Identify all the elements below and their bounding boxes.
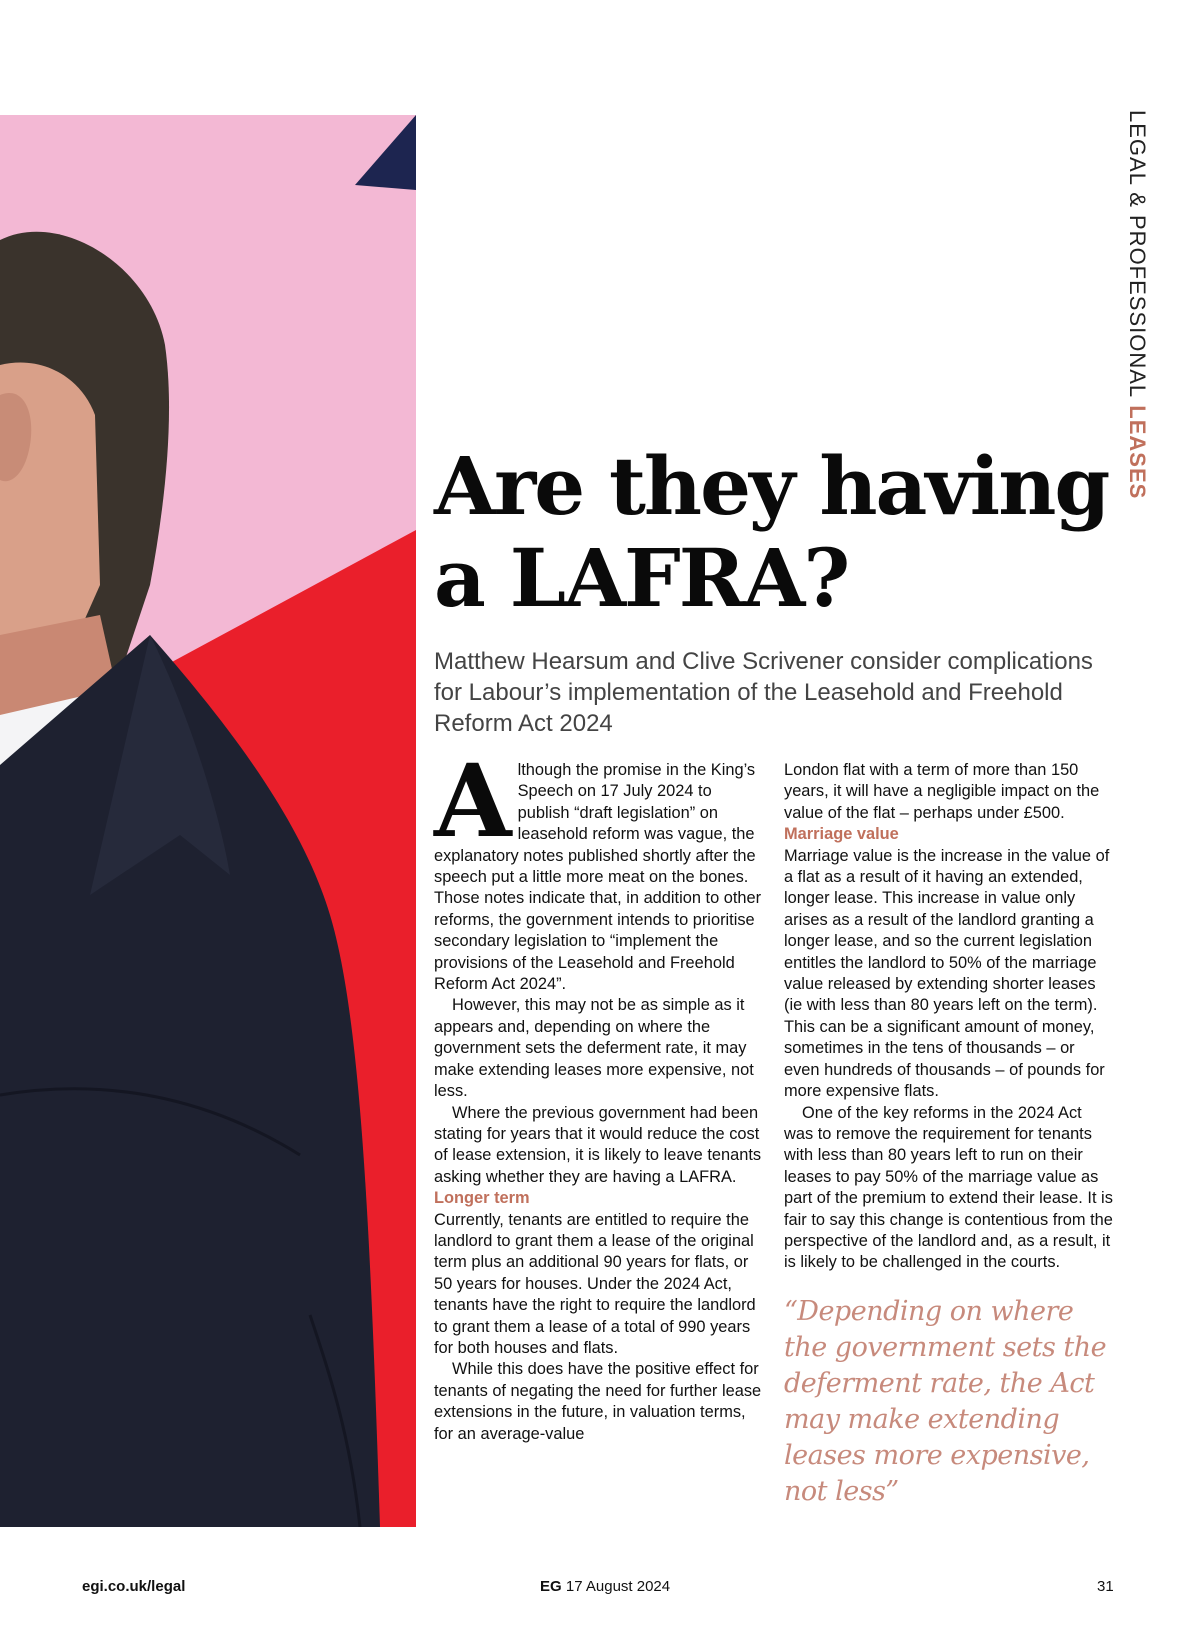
section-label-prefix: LEGAL & PROFESSIONAL <box>1125 110 1150 399</box>
drop-cap: A <box>434 742 512 860</box>
body-column-left <box>434 742 764 1445</box>
headline-line-2: a LAFRA? <box>434 531 849 625</box>
section-label-accent: LEASES <box>1125 405 1150 500</box>
body-paragraph: One of the key reforms in the 2024 Act was to remove the requirement for tenants with less than 80 years left to run on their leases to pay 50% of the marriage value as part of the premium to extend their lease. It is fair to say this change is contentious from the perspective of the landlord and, as a result, it is likely to be challenged in the courts. <box>784 1103 1113 1272</box>
body-paragraph: Where the previous government had been stating for years that it would reduce the cost of lease extension, it is likely to leave tenants asking whether they are having a LAFRA. <box>434 1103 762 1186</box>
headline <box>434 440 1134 624</box>
footer-issue <box>540 1578 670 1595</box>
standfirst: Matthew Hearsum and Clive Scrivener consider complications for Labour’s implementation of the Leasehold and Freehold Reform Act 2024 <box>434 648 1093 737</box>
body-paragraph: Currently, tenants are entitled to require the landlord to grant them a lease of the original term plus an additional 90 years for flats, or 50 years for houses. Under the 2024 Act, tenants have the right to require the landlord to grant them a lease of a total of 990 years for both houses and flats. <box>434 1210 756 1357</box>
subheading-marriage-value: Marriage value <box>784 825 899 844</box>
body-paragraph: Marriage value is the increase in the value of a flat as a result of it having an extended, longer lease. This increase in value only arises as a result of the landlord granting a longer lease, and so the current legislation entitles the landlord to 50% of the marriage value released by extending shorter leases (ie with less than 80 years left on the term). This can be a significant amount of money, sometimes in the tens of thousands – or even hundreds of thousands – of pounds for more expensive flats. <box>784 846 1110 1101</box>
article-photo <box>0 115 416 1527</box>
body-paragraph: London flat with a term of more than 150 years, it will have a negligible impact on the value of the flat – perhaps under £500. <box>784 761 1100 822</box>
subheading-longer-term: Longer term <box>434 1189 530 1208</box>
body-paragraph: While this does have the positive effect for tenants of negating the need for further lease extensions in the future, in valuation terms, for an average-value <box>434 1360 762 1443</box>
body-paragraph: However, this may not be as simple as it appears and, depending on where the government sets the deferment rate, it may make extending leases more expensive, not less. <box>434 996 754 1101</box>
pull-quote: “Depending on where the government sets the deferment rate, the Act may make extending leases more expensive, not less” <box>784 1295 1107 1507</box>
footer-url: egi.co.uk/legal <box>82 1578 186 1595</box>
headline-line-1: Are they having <box>434 439 1109 533</box>
page-number: 31 <box>1097 1578 1114 1595</box>
body-paragraph <box>434 742 764 995</box>
footer-publication: EG <box>540 1578 562 1595</box>
body-paragraph-text: lthough the promise in the King’s Speech on 17 July 2024 to publish “draft legislation” on leasehold reform was vague, the explanatory notes published shortly after the speech put a little more meat on the bones. Those notes indicate that, in addition to other reforms, the government intends to prioritise secondary legislation to “implement the provisions of the Leasehold and Freehold Reform Act 2024”. <box>434 761 762 994</box>
footer-date: 17 August 2024 <box>565 1578 671 1595</box>
body-column-right <box>784 760 1114 1510</box>
